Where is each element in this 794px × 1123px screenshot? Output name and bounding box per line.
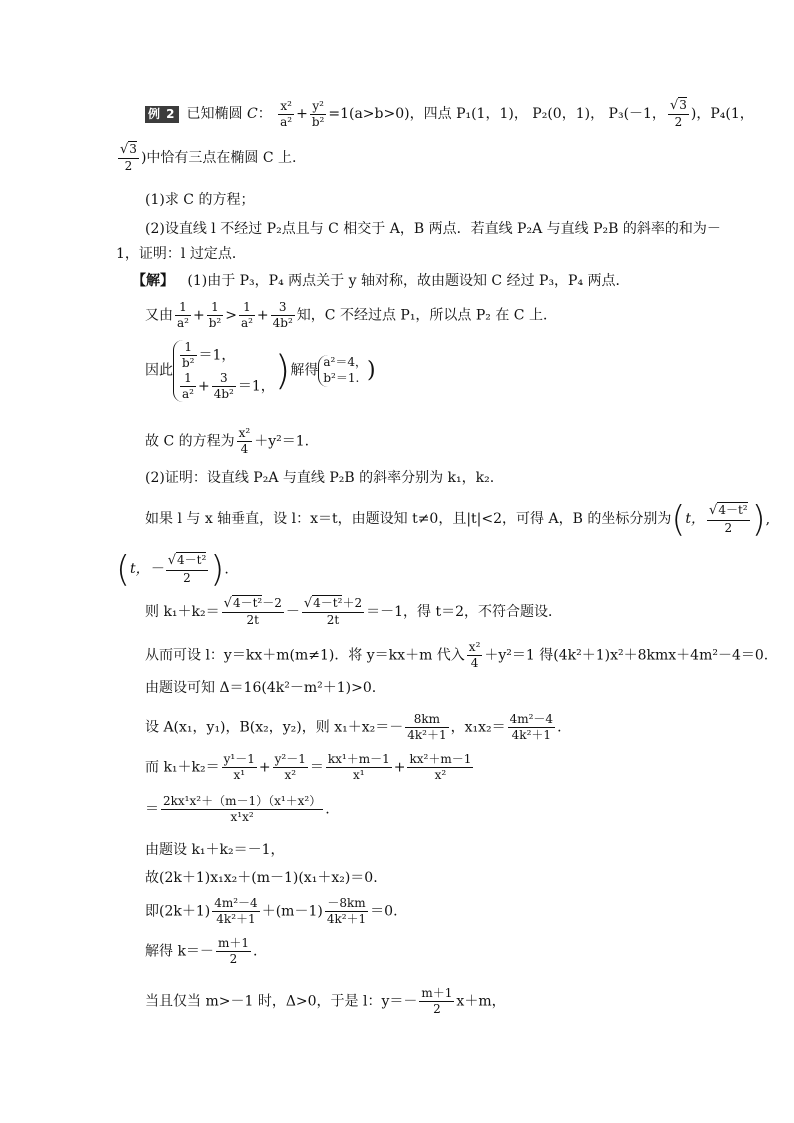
coord-t-neg: t，－ [130, 561, 164, 578]
point-p4: P₄(1， [710, 106, 754, 123]
point-p1: P₁(1，1)， [456, 106, 528, 123]
fraction-x2-a2: $\frac{\text{x²}}{\text{a²}}$ [280, 98, 293, 129]
frac-m1-2-b: $\frac{m+1}{2}$ [421, 986, 453, 1016]
system-of-equations: $\frac{1}{\text{b²}}$ ＝1， $\frac{1}{\text{a²}}$ + $\frac{3}{\text{4b²}}$ ＝1， [173, 340, 275, 402]
frac-kx2: $\frac{\text{kx²＋m－1}}{\text{x²}}$ [409, 752, 472, 782]
example-badge: 例 2 [145, 106, 179, 122]
frac-combined: $\frac{\text{2kx¹x²＋（m－1）（x¹＋x²）}}{\text{x¹x²}}$ [163, 794, 322, 824]
solution-line-10: 由题设可知 Δ＝16(4k²－m²＋1)>0. [145, 680, 377, 696]
frac-1-a2: $\frac{1}{\text{a²}}$ [177, 300, 189, 330]
solution-line-9 [145, 640, 768, 671]
question-2-line-2: 1，证明：l 过定点． [116, 246, 246, 262]
solution-line-3: 因此 $\frac{1}{\text{b²}}$ ＝1， $\frac{1}{\text{a²}}$ + $\frac{3}{\text{4b²}}$ ＝1， )解得 a²＝4， b²＝1. ) [145, 340, 376, 401]
solution-line-17: 解得 k＝－ $\frac{m+1}{2}$ . [145, 936, 258, 966]
solution-line-16 [145, 896, 398, 927]
s11-prefix: 设 A(x₁，y₁)，B(x₂，y₂)，则 x₁＋x₂＝－ [145, 719, 404, 736]
s4-prefix: 故 C 的方程为 [145, 433, 235, 450]
frac-x2-4-b: $\frac{\text{x²}}{4}$ [468, 640, 481, 670]
eq-2: ＝ [145, 801, 159, 818]
frac-neg8km: $\frac{-8km}{\text{4k²＋1}}$ [326, 896, 367, 926]
s8-prefix: 则 k₁＋k₂＝ [145, 604, 220, 621]
frac-kx1: $\frac{\text{kx¹＋m－1}}{\text{x¹}}$ [327, 752, 390, 782]
coord-t: t， [685, 511, 706, 528]
s2-prefix: 又由 [145, 307, 173, 324]
frac-sqrt-4-t2-2-b: $\frac{\text{√4－t²}}{2}$ [167, 553, 207, 585]
problem-intro: 已知椭圆 [186, 106, 243, 123]
s18-prefix: 当且仅当 m>－1 时，Δ>0，于是 l：y＝－ [145, 993, 418, 1010]
s12-prefix: 而 k₁＋k₂＝ [145, 759, 220, 776]
frac-sqrt-4-t2-2: $\frac{\text{√4－t²}}{2}$ [709, 503, 748, 535]
question-1: (1)求 C 的方程； [145, 192, 255, 208]
frac-m1-2: $\frac{m+1}{2}$ [217, 936, 249, 966]
point-p3: P₃(－1， [608, 106, 666, 123]
frac-k-sum-2: $\frac{\text{√4－t²＋2}}{2t}$ [303, 596, 363, 628]
s16-prefix: 即(2k＋1) [145, 903, 211, 920]
solution-system: a²＝4， b²＝1. [318, 355, 367, 386]
solution-line-7: (t，－ $\frac{\text{√4－t²}}{2}$ ). [116, 549, 229, 590]
s17-prefix: 解得 k＝－ [145, 943, 214, 960]
frac-4m2-b: $\frac{\text{4m²－4}}{\text{4k²＋1}}$ [214, 896, 258, 926]
solution-line-1 [132, 273, 630, 290]
frac-4m2: $\frac{\text{4m²－4}}{\text{4k²＋1}}$ [509, 712, 554, 742]
solution-line-12: 而 k₁＋k₂＝ $\frac{\text{y¹－1}}{\text{x¹}}$ + $\frac{\text{y²－1}}{\text{x²}}$ ＝ $\frac{\text{kx¹＋m－1}}{\text{x¹}}$ + $\frac{\text{kx²＋m－1}}{\text{x²}}$ [145, 752, 472, 782]
fraction-y2-b2: $\frac{\text{y²}}{\text{b²}}$ [311, 98, 325, 129]
plus: + [296, 106, 308, 123]
eq: ＝ [309, 759, 324, 776]
s16-suffix: ＝0. [370, 903, 398, 920]
frac-8km: $\frac{8km}{\text{4k²＋1}}$ [407, 712, 447, 742]
solution-line-11: 设 A(x₁，y₁)，B(x₂，y₂)，则 x₁＋x₂＝－ $\frac{8km}{\text{4k²＋1}}$ ，x₁x₂＝ $\frac{\text{4m²－4}}{\text{4k²＋1}}$ . [145, 712, 562, 742]
solution-line-2: 又由 $\frac{1}{\text{a²}}$ + $\frac{1}{\text{b²}}$ > $\frac{1}{\text{a²}}$ + $\frac{3}{\text{4b²}}$ 知，C 不经过点 P₁，所以点 P₂ 在 C 上． [145, 300, 557, 330]
problem-line-2 [116, 142, 296, 174]
s9-prefix: 从而可设 l：y＝kx＋m(m≠1)．将 y＝kx＋m 代入 [145, 647, 465, 664]
frac-y2: $\frac{\text{y²－1}}{\text{x²}}$ [274, 752, 306, 782]
solution-line-6: 如果 l 与 x 轴垂直，设 l：x＝t，由题设知 t≠0，且|t|<2，可得 A，B 的坐标分别为(t， $\frac{\text{√4－t²}}{2}$ ), [145, 499, 771, 540]
colon: ： [257, 106, 272, 123]
frac-x2-4: $\frac{\text{x²}}{4}$ [238, 426, 251, 456]
s4-suffix: ＋y²＝1. [254, 433, 310, 450]
solution-step-1: (1)由于 P₃，P₄ 两点关于 y 轴对称，故由题设知 C 经过 P₃，P₄ 两点． [187, 273, 630, 289]
frac-k-sum-1: $\frac{\text{√4－t²－2}}{2t}$ [223, 596, 282, 628]
frac-1-b2: $\frac{1}{\text{b²}}$ [208, 300, 222, 330]
equation-condition: =1(a>b>0)，四点 [328, 106, 452, 123]
s8-suffix: ＝－1，得 t＝2，不符合题设． [366, 604, 562, 621]
s2-suffix: 知，C 不经过点 P₁，所以点 P₂ 在 C 上． [296, 307, 557, 324]
gt: > [225, 307, 237, 324]
s11-mid: ，x₁x₂＝ [450, 719, 506, 736]
s3-solve: 解得 [290, 362, 319, 379]
solution-line-13: ＝ $\frac{\text{2kx¹x²＋（m－1）（x¹＋x²）}}{\text{x¹x²}}$ . [145, 794, 330, 824]
fraction-sqrt3-2: $\frac{√3}{2}$ [669, 98, 687, 130]
s9-suffix: ＋y²＝1 得(4k²＋1)x²＋8kmx＋4m²－4＝0. [484, 647, 769, 664]
minus: － [285, 604, 300, 621]
problem-line-2-text: )中恰有三点在椭圆 C 上. [140, 150, 297, 167]
question-2-line-1: (2)设直线 l 不经过 P₂点且与 C 相交于 A，B 两点．若直线 P₂A 与直线 P₂B 的斜率的和为－ [145, 221, 721, 237]
s6-prefix: 如果 l 与 x 轴垂直，设 l：x＝t，由题设知 t≠0，且|t|<2，可得 A，B 的坐标分别为 [145, 511, 672, 528]
frac-3-4b2: $\frac{3}{\text{4b²}}$ [272, 300, 293, 330]
solution-line-15: 故(2k＋1)x₁x₂＋(m－1)(x₁＋x₂)＝0. [145, 870, 378, 886]
s18-suffix: x＋m， [456, 993, 506, 1010]
solution-line-14: 由题设 k₁＋k₂＝－1， [145, 842, 285, 858]
s16-mid: ＋(m－1) [261, 903, 323, 920]
problem-line-1 [145, 98, 754, 130]
solution-line-18 [145, 986, 506, 1017]
point-p2: P₂(0，1)， [532, 106, 605, 123]
solution-label: 【解】 [132, 273, 174, 289]
solution-line-5: (2)证明：设直线 P₂A 与直线 P₂B 的斜率分别为 k₁，k₂. [145, 470, 495, 486]
ellipse-name: C [246, 106, 258, 123]
fraction-sqrt3-2-b: $\frac{√3}{2}$ [120, 142, 137, 174]
s3-prefix: 因此 [145, 362, 173, 379]
frac-1-a2-b: $\frac{1}{\text{a²}}$ [240, 300, 253, 330]
solution-line-8 [145, 596, 562, 628]
p3-close: )， [690, 106, 711, 123]
frac-y1: $\frac{\text{y¹－1}}{\text{x¹}}$ [223, 752, 255, 782]
solution-line-4 [145, 426, 309, 457]
